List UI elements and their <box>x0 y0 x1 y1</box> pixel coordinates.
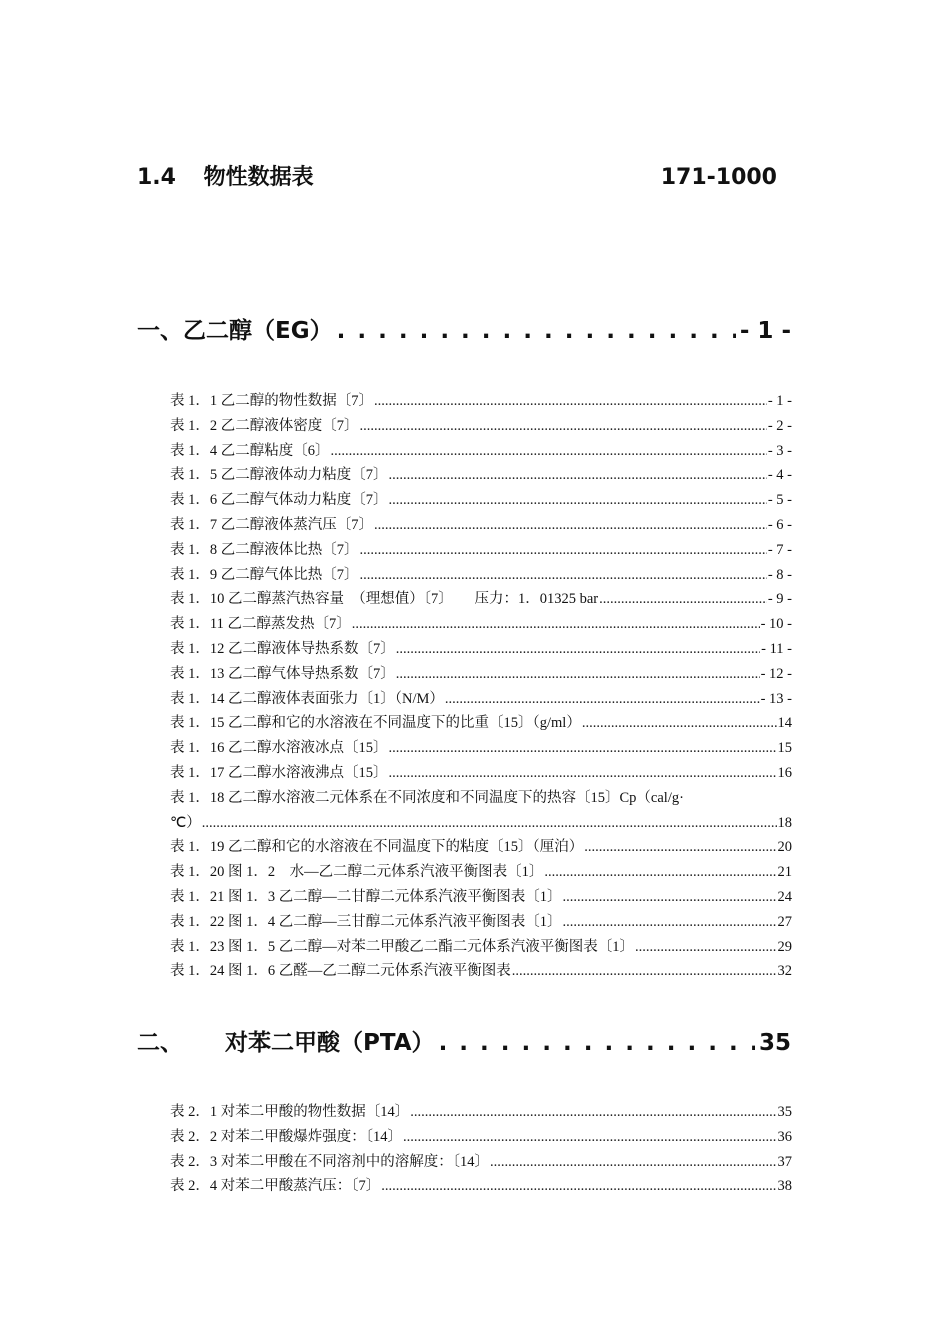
toc-entry-page: 27 <box>777 913 792 930</box>
toc-entry-label: 表 1．5 乙二醇液体动力粘度〔7〕 <box>170 467 388 484</box>
dot-leader <box>389 765 777 782</box>
toc-entry[interactable] <box>170 612 792 637</box>
toc-entry-label: 表 1．15 乙二醇和它的水溶液在不同温度下的比重〔15〕（g/ml） <box>170 715 581 732</box>
dot-leader <box>582 715 777 732</box>
section-page-number: - 1 - <box>739 318 791 344</box>
toc-entry-page: - 11 - <box>761 640 792 657</box>
toc-entry[interactable] <box>170 1150 792 1175</box>
toc-entry-label: 表 1．21 图 1．3 乙二醇—二甘醇二元体系汽液平衡图表〔1〕 <box>170 888 562 905</box>
toc-entry-page: 32 <box>777 963 792 980</box>
toc-entry-page: - 7 - <box>767 541 792 558</box>
toc-entry[interactable] <box>170 736 792 761</box>
dot-leader <box>563 914 777 931</box>
toc-entry-page: 37 <box>777 1153 792 1170</box>
dot-leader <box>396 666 760 683</box>
toc-entry-label: 表 1．14 乙二醇液体表面张力〔1〕（N/M） <box>170 690 444 707</box>
toc-entry-label: 表 1．10 乙二醇蒸汽热容量 （理想值）〔7〕 压力：1．01325 bar <box>170 591 599 608</box>
dot-leader <box>396 641 760 658</box>
header-number: 1.4 <box>137 165 176 190</box>
dot-leader <box>374 393 767 410</box>
dot-leader <box>389 467 767 484</box>
toc-list <box>170 1100 792 1199</box>
toc-entry-label: 表 1．13 乙二醇气体导热系数〔7〕 <box>170 665 395 682</box>
toc-entry[interactable] <box>170 761 792 786</box>
toc-entry-page: - 10 - <box>760 616 792 633</box>
toc-entry[interactable] <box>170 563 792 588</box>
header-code: 171-1000 <box>660 165 777 190</box>
dot-leader <box>439 1030 755 1056</box>
toc-entry[interactable] <box>170 935 792 960</box>
toc-entry-page: - 9 - <box>767 591 792 608</box>
toc-entry[interactable] <box>170 687 792 712</box>
toc-entry-label: 表 1．8 乙二醇液体比热〔7〕 <box>170 541 359 558</box>
toc-entry[interactable] <box>170 662 792 687</box>
toc-entry-label: 表 1．23 图 1．5 乙二醇—对苯二甲酸乙二酯二元体系汽液平衡图表〔1〕 <box>170 938 634 955</box>
toc-entry-page: - 3 - <box>767 442 792 459</box>
toc-entry-label: 表 2．2 对苯二甲酸爆炸强度：〔14〕 <box>170 1128 402 1145</box>
dot-leader <box>563 889 777 906</box>
toc-entry[interactable] <box>170 1174 792 1199</box>
toc-entry-label: 表 1．12 乙二醇液体导热系数〔7〕 <box>170 640 395 657</box>
toc-entry-page: - 12 - <box>760 665 792 682</box>
dot-leader <box>374 517 767 534</box>
toc-entry[interactable] <box>170 860 792 885</box>
toc-entry-page: 38 <box>777 1178 792 1195</box>
toc-entry-label: 表 1．19 乙二醇和它的水溶液在不同温度下的粘度〔15〕（厘泊） <box>170 839 584 856</box>
toc-entry-page: 35 <box>777 1104 792 1120</box>
toc-entry-page: 20 <box>777 839 792 856</box>
toc-entry[interactable] <box>170 439 792 464</box>
dot-leader <box>599 591 767 608</box>
toc-entry[interactable] <box>170 463 792 488</box>
toc-entry-label: 表 1．20 图 1．2 水—乙二醇二元体系汽液平衡图表〔1〕 <box>170 864 544 881</box>
toc-entry-label: 表 1．1 乙二醇的物性数据〔7〕 <box>170 393 373 409</box>
document-header <box>137 160 777 191</box>
toc-list <box>170 389 792 984</box>
dot-leader <box>360 567 767 584</box>
header-title: 物性数据表 <box>203 165 314 190</box>
toc-entry[interactable] <box>170 488 792 513</box>
toc-entry-label: 表 2．4 对苯二甲酸蒸汽压：〔7〕 <box>170 1178 381 1195</box>
toc-entry-page: 21 <box>777 864 792 881</box>
toc-entry[interactable] <box>170 959 792 984</box>
toc-entry-page: 29 <box>777 938 792 955</box>
toc-entry-label: 表 2．3 对苯二甲酸在不同溶剂中的溶解度：〔14〕 <box>170 1153 489 1170</box>
dot-leader <box>410 1104 776 1121</box>
dot-leader <box>635 939 777 956</box>
dot-leader <box>381 1178 776 1195</box>
toc-entry-label: 表 1．11 乙二醇蒸发热〔7〕 <box>170 616 351 633</box>
toc-entry[interactable] <box>170 513 792 538</box>
toc-entry[interactable] <box>170 885 792 910</box>
toc-entry-page: 36 <box>777 1128 792 1145</box>
section-title: 对苯二甲酸（PTA） <box>225 1030 435 1056</box>
toc-entry-page: 18 <box>777 814 792 831</box>
toc-entry-page: - 5 - <box>767 492 792 509</box>
dot-leader <box>445 691 760 708</box>
toc-entry-page: - 8 - <box>767 566 792 583</box>
toc-entry[interactable] <box>170 637 792 662</box>
toc-entry-label: 表 1．24 图 1．6 乙醛—乙二醇二元体系汽液平衡图表 <box>170 963 511 980</box>
toc-entry-label: 表 1．22 图 1．4 乙二醇—三甘醇二元体系汽液平衡图表〔1〕 <box>170 913 562 930</box>
toc-entry-label: 表 1．2 乙二醇液体密度〔7〕 <box>170 417 359 434</box>
toc-entry-label: 表 1．6 乙二醇气体动力粘度〔7〕 <box>170 492 388 509</box>
toc-entry-page: - 13 - <box>760 690 792 707</box>
dot-leader <box>544 864 776 881</box>
toc-entry-page: 16 <box>777 764 792 781</box>
toc-entry[interactable] <box>170 587 792 612</box>
dot-leader <box>360 418 767 435</box>
dot-leader <box>490 1154 777 1171</box>
toc-entry-page: 14 <box>777 715 792 732</box>
toc-entry-page: - 1 - <box>767 393 792 409</box>
dot-leader <box>403 1129 777 1146</box>
section-page-number: 35 <box>758 1030 791 1056</box>
dot-leader <box>512 963 777 980</box>
section-prefix: 二、 <box>137 1030 183 1056</box>
toc-entry[interactable] <box>170 538 792 563</box>
toc-entry[interactable] <box>170 1100 792 1125</box>
dot-leader <box>584 839 776 856</box>
toc-entry-label: 表 1．7 乙二醇液体蒸汽压〔7〕 <box>170 516 373 533</box>
toc-entry-label-continued: ℃） <box>170 814 201 831</box>
toc-entry-page: - 6 - <box>767 516 792 533</box>
toc-entry[interactable] <box>170 1125 792 1150</box>
toc-entry-continuation[interactable] <box>170 811 792 836</box>
toc-entry-label: 表 1．9 乙二醇气体比热〔7〕 <box>170 566 359 583</box>
toc-entry-page: 24 <box>777 888 792 905</box>
dot-leader <box>337 318 736 344</box>
toc-entry-label: 表 1．17 乙二醇水溶液沸点〔15〕 <box>170 764 388 781</box>
toc-entry-label: 表 1．16 乙二醇水溶液冰点〔15〕 <box>170 740 388 757</box>
toc-section-heading[interactable] <box>137 312 791 345</box>
toc-entry[interactable] <box>170 910 792 935</box>
dot-leader <box>331 443 767 460</box>
toc-entry[interactable] <box>170 414 792 439</box>
dot-leader <box>360 542 767 559</box>
toc-entry-page: - 4 - <box>767 467 792 484</box>
toc-entry-label: 表 2．1 对苯二甲酸的物性数据〔14〕 <box>170 1104 410 1120</box>
toc-entry-page: - 2 - <box>767 417 792 434</box>
toc-entry[interactable] <box>170 786 792 811</box>
section-title: 一、乙二醇（EG） <box>137 318 333 344</box>
toc-entry-label: 表 1．4 乙二醇粘度〔6〕 <box>170 442 330 459</box>
toc-entry[interactable] <box>170 835 792 860</box>
dot-leader <box>389 740 777 757</box>
dot-leader <box>202 815 777 832</box>
toc-section-heading[interactable] <box>137 1024 791 1057</box>
toc-entry[interactable] <box>170 711 792 736</box>
toc-entry-page: 15 <box>777 740 792 757</box>
dot-leader <box>389 492 767 509</box>
toc-entry-label: 表 1．18 乙二醇水溶液二元体系在不同浓度和不同温度下的热容〔15〕Cp（cal/g· <box>170 789 684 806</box>
dot-leader <box>352 616 760 633</box>
toc-entry[interactable] <box>170 389 792 414</box>
